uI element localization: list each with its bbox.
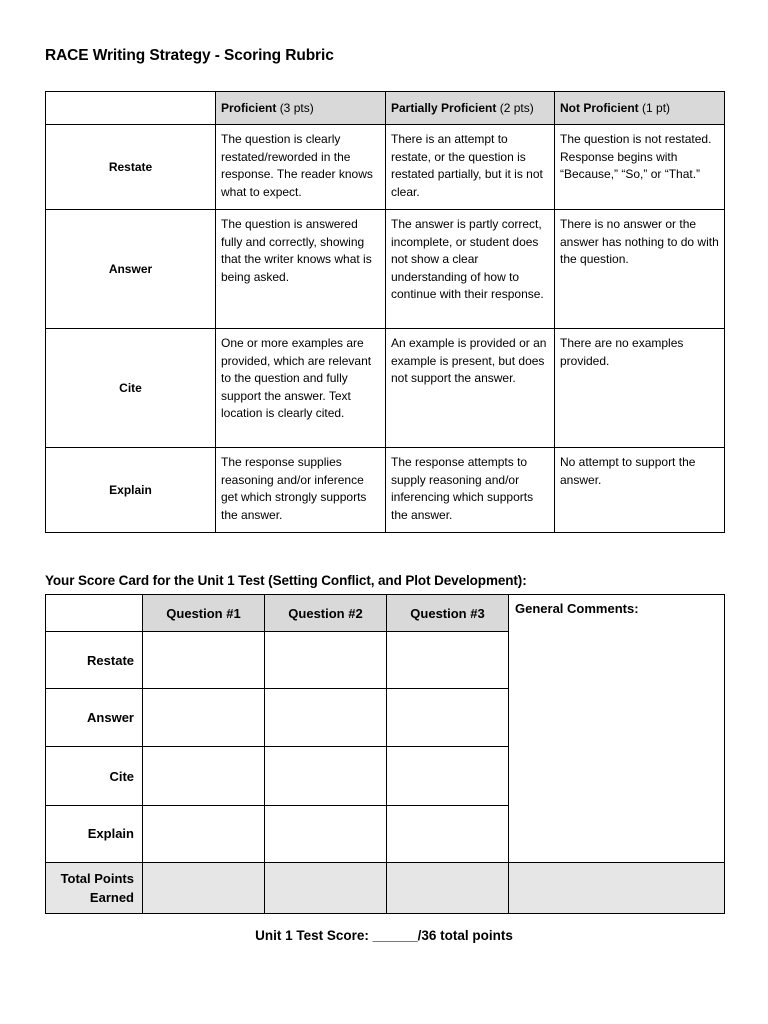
score-cell[interactable] (387, 632, 509, 689)
total-points-label (46, 863, 143, 914)
total-points-label-line1: Total Points (60, 871, 134, 886)
rubric-row-explain (46, 448, 725, 533)
rubric-cell-not: There are no examples provided. (555, 329, 725, 448)
total-points-label-line2: Earned (89, 890, 134, 905)
scorecard-row-label: Cite (46, 747, 143, 805)
score-input[interactable] (387, 709, 508, 726)
question-1-header: Question #1 (143, 595, 265, 632)
question-2-header: Question #2 (265, 595, 387, 632)
question-3-header: Question #3 (387, 595, 509, 632)
unit-test-score: Unit 1 Test Score: ______/36 total points (255, 928, 513, 943)
scorecard-table (45, 594, 725, 914)
score-input[interactable] (143, 825, 264, 842)
rubric-cell-partial: The response attempts to supply reasoning and/or inferencing which supports the answer. (386, 448, 555, 533)
rubric-header-points: (1 pt) (642, 101, 671, 115)
rubric-row-restate (46, 125, 725, 210)
general-comments-input[interactable] (515, 622, 722, 856)
scorecard-header-row (46, 595, 725, 632)
scorecard-row-label: Explain (46, 805, 143, 862)
rubric-criterion: Cite (46, 329, 216, 448)
rubric-cell-not: The question is not restated. Response begins with “Because,” “So,” or “That.” (555, 125, 725, 210)
total-input[interactable] (265, 879, 386, 896)
rubric-header-partial (386, 92, 555, 125)
rubric-cell-not: There is no answer or the answer has nothing to do with the question. (555, 210, 725, 329)
rubric-cell-proficient: The question is clearly restated/reworded in the response. The reader knows what to expect. (216, 125, 386, 210)
rubric-header-label: Proficient (221, 101, 277, 115)
score-input[interactable] (265, 825, 386, 842)
score-input[interactable] (265, 651, 386, 668)
total-comments-blank (509, 863, 725, 914)
rubric-header-proficient (216, 92, 386, 125)
score-cell[interactable] (143, 747, 265, 805)
total-cell[interactable] (143, 863, 265, 914)
total-cell[interactable] (387, 863, 509, 914)
rubric-cell-partial: An example is provided or an example is present, but does not support the answer. (386, 329, 555, 448)
rubric-cell-not: No attempt to support the answer. (555, 448, 725, 533)
general-comments-label: General Comments: (515, 601, 639, 616)
score-input[interactable] (265, 709, 386, 726)
rubric-cell-partial: There is an attempt to restate, or the question is restated partially, but it is not clear. (386, 125, 555, 210)
rubric-criterion: Explain (46, 448, 216, 533)
rubric-corner-cell (46, 92, 216, 125)
score-input[interactable] (265, 767, 386, 784)
scorecard-row-label: Restate (46, 632, 143, 689)
rubric-header-label: Partially Proficient (391, 101, 497, 115)
rubric-cell-proficient: The response supplies reasoning and/or inference get which strongly supports the answer. (216, 448, 386, 533)
rubric-header-points: (2 pts) (499, 101, 534, 115)
score-cell[interactable] (265, 632, 387, 689)
scorecard-heading: Your Score Card for the Unit 1 Test (Setting Conflict, and Plot Development): (45, 573, 527, 588)
score-cell[interactable] (387, 805, 509, 862)
general-comments-cell (509, 595, 725, 863)
page-title: RACE Writing Strategy - Scoring Rubric (45, 47, 334, 64)
total-cell[interactable] (265, 863, 387, 914)
total-input[interactable] (387, 879, 508, 896)
scorecard-row-total (46, 863, 725, 914)
rubric-cell-proficient: The question is answered fully and correctly, showing that the writer knows what is being asked. (216, 210, 386, 329)
rubric-header-points: (3 pts) (279, 101, 314, 115)
rubric-row-cite (46, 329, 725, 448)
score-cell[interactable] (143, 689, 265, 747)
score-cell[interactable] (143, 632, 265, 689)
score-cell[interactable] (265, 689, 387, 747)
score-input[interactable] (143, 709, 264, 726)
rubric-row-answer (46, 210, 725, 329)
score-input[interactable] (387, 651, 508, 668)
rubric-header-label: Not Proficient (560, 101, 639, 115)
scorecard-row-label: Answer (46, 689, 143, 747)
rubric-criterion: Answer (46, 210, 216, 329)
score-input[interactable] (387, 767, 508, 784)
rubric-cell-partial: The answer is partly correct, incomplete, or student does not show a clear understanding of how to continue with their response. (386, 210, 555, 329)
score-cell[interactable] (265, 805, 387, 862)
rubric-criterion: Restate (46, 125, 216, 210)
score-cell[interactable] (143, 805, 265, 862)
score-input[interactable] (143, 651, 264, 668)
score-cell[interactable] (387, 689, 509, 747)
score-cell[interactable] (265, 747, 387, 805)
total-input[interactable] (143, 879, 264, 896)
rubric-header-row (46, 92, 725, 125)
score-input[interactable] (143, 767, 264, 784)
score-cell[interactable] (387, 747, 509, 805)
rubric-table (45, 91, 725, 533)
rubric-cell-proficient: One or more examples are provided, which are relevant to the question and fully support the answer. Text location is clearly cited. (216, 329, 386, 448)
rubric-header-not (555, 92, 725, 125)
scorecard-corner-cell (46, 595, 143, 632)
score-input[interactable] (387, 825, 508, 842)
